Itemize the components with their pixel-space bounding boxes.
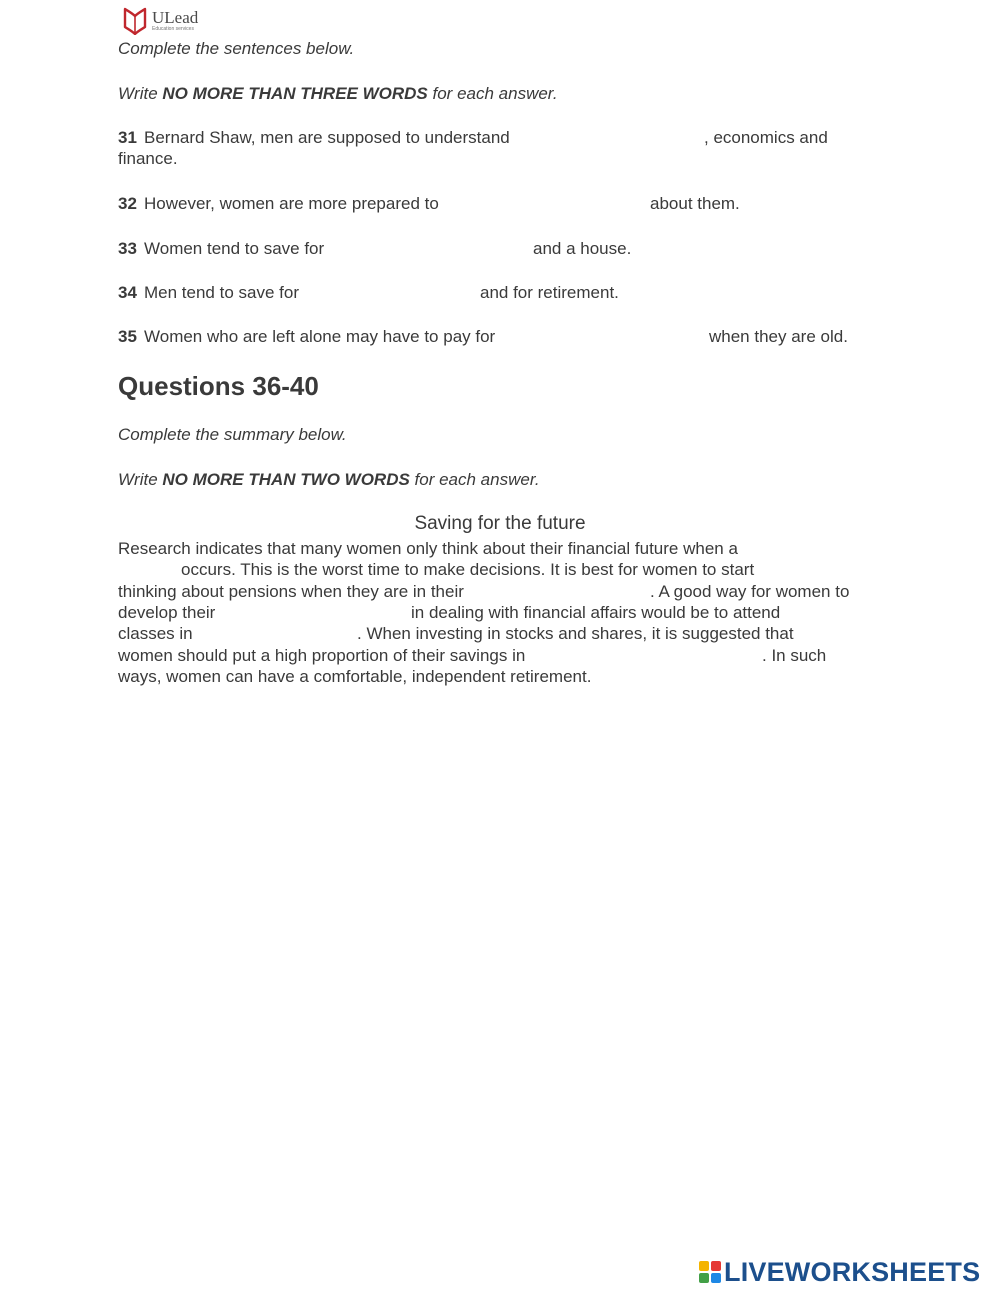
part2-word-limit [118,469,540,490]
ulead-logo [122,5,198,35]
question-text-before: Women who are left alone may have to pay for [144,327,496,346]
question-text-after: when they are old. [709,327,848,346]
question-number: 32 [118,194,137,213]
summary-line: women should put a high proportion of their savings in [118,646,526,665]
word-limit-suffix: for each answer. [427,84,558,103]
summary-line: develop their [118,603,216,622]
word-limit-prefix: Write [118,470,163,489]
section-heading: Questions 36-40 [118,371,319,401]
brand-blocks-icon [699,1261,721,1283]
brand-name: LIVEWORKSHEETS [724,1257,981,1287]
question-number: 34 [118,283,137,302]
word-limit-emphasis: NO MORE THAN TWO WORDS [162,470,410,489]
summary-line: . A good way for women to [650,582,850,601]
part2-instruction: Complete the summary below. [118,425,347,444]
question-text-line2: finance. [118,149,178,168]
question-text-after: and for retirement. [480,283,619,302]
question-text-before: Bernard Shaw, men are supposed to understand [144,128,510,147]
word-limit-emphasis: NO MORE THAN THREE WORDS [162,84,428,103]
question-number: 31 [118,128,137,147]
part1-instruction: Complete the sentences below. [118,39,355,58]
part1-word-limit [118,83,558,104]
summary-line: . In such [762,646,827,665]
question-text-after: and a house. [533,239,632,258]
question-text-before: Women tend to save for [144,239,325,258]
question-number: 33 [118,239,137,258]
question-text-after: about them. [650,194,740,213]
summary-line: ways, women can have a comfortable, independent retirement. [118,667,592,686]
summary-line: thinking about pensions when they are in their [118,582,464,601]
book-icon [122,5,148,35]
question-text-after: , economics and [704,128,828,147]
summary-line: Research indicates that many women only think about their financial future when a [118,539,738,558]
question-text-before: However, women are more prepared to [144,194,439,213]
summary-line: in dealing with financial affairs would be to attend [411,603,781,622]
summary-title: Saving for the future [414,513,586,534]
logo-name: ULead [152,8,199,27]
logo-subtitle: Education services [152,26,194,32]
liveworksheets-logo [699,1258,980,1286]
word-limit-prefix: Write [118,84,163,103]
summary-line: occurs. This is the worst time to make decisions. It is best for women to start [181,560,755,579]
question-number: 35 [118,327,137,346]
question-text-before: Men tend to save for [144,283,299,302]
summary-line: . When investing in stocks and shares, it is suggested that [357,624,794,643]
summary-line: classes in [118,624,193,643]
word-limit-suffix: for each answer. [409,470,540,489]
